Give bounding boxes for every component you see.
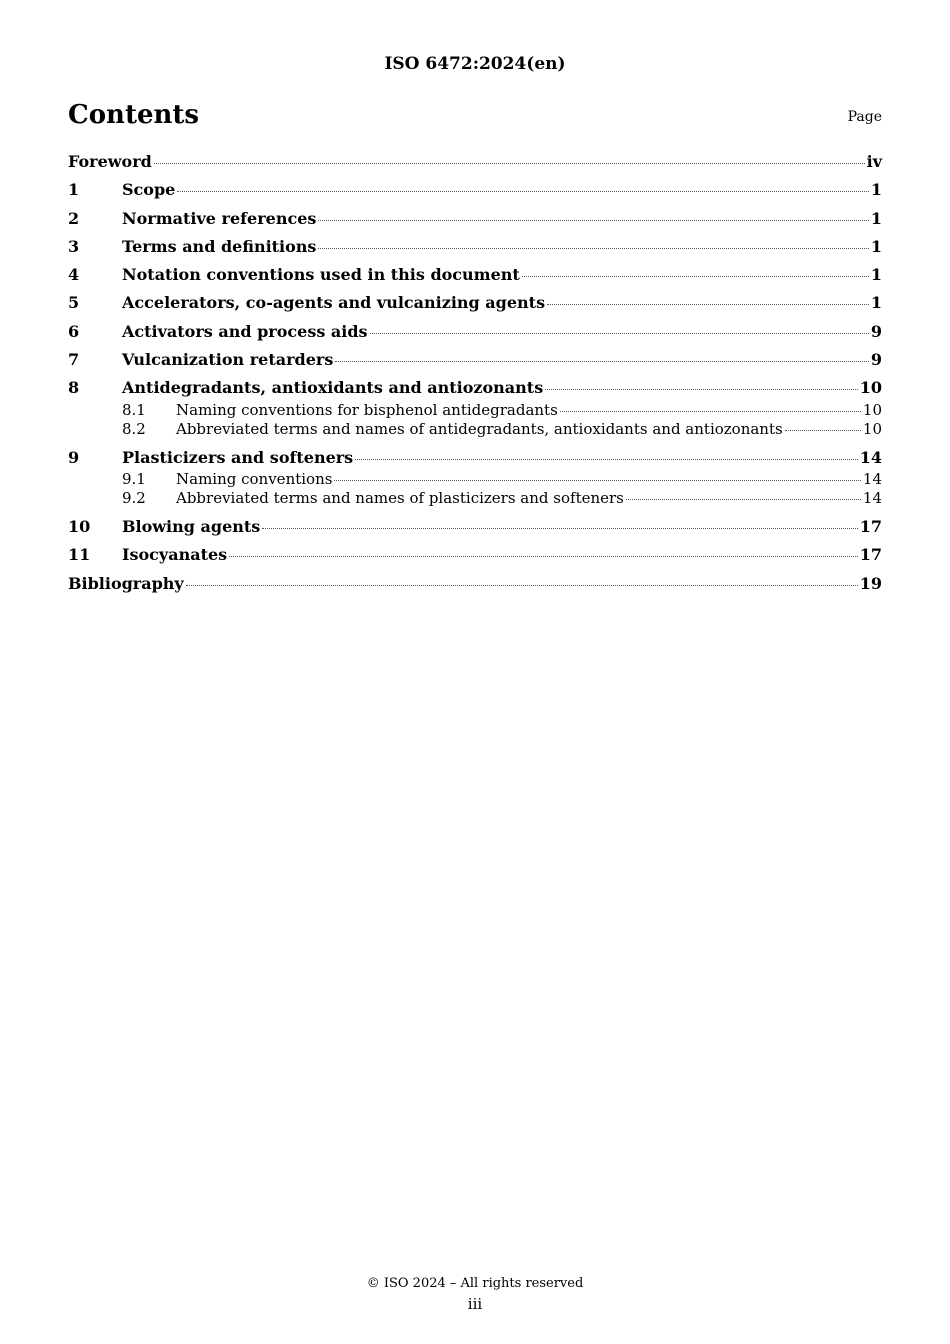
toc-leader-dots: [177, 191, 869, 192]
toc-leader-dots: [785, 430, 861, 431]
toc-entry[interactable]: [68, 322, 882, 346]
toc-subentry-number: 9.1: [122, 469, 146, 488]
toc-entry-page: 1: [870, 236, 882, 256]
contents-title-row: [68, 100, 882, 134]
toc-entry-label: Scope: [122, 180, 176, 200]
toc-entry[interactable]: [68, 574, 882, 598]
toc-entry-number: 7: [68, 350, 80, 370]
toc-entry-page: 1: [870, 293, 882, 313]
toc-subentry[interactable]: [68, 470, 882, 489]
page-footer: [0, 1276, 950, 1313]
toc-subentry-number: 8.1: [122, 400, 146, 419]
toc-entry-label: Vulcanization retarders: [122, 350, 334, 370]
toc-entry-number: 4: [68, 265, 80, 285]
page-title: Contents: [68, 100, 200, 130]
toc-subentry-page: 10: [862, 419, 882, 438]
toc-entry[interactable]: [68, 265, 882, 289]
toc-subentry[interactable]: [68, 420, 882, 439]
toc-entry-page: 19: [859, 573, 882, 593]
toc-entry-page: 17: [859, 545, 882, 565]
toc-leader-dots: [560, 411, 861, 412]
toc-entry-label: Normative references: [122, 208, 317, 228]
toc-entry-page: 17: [859, 516, 882, 536]
toc-entry-page: 9: [870, 350, 882, 370]
toc-subentry-page: 14: [862, 469, 882, 488]
toc-entry-number: 8: [68, 378, 80, 398]
page-column-label: Page: [847, 109, 882, 125]
toc-leader-dots: [545, 389, 858, 390]
toc-entry[interactable]: [68, 152, 882, 176]
toc-entry-number: 9: [68, 447, 80, 467]
toc-leader-dots: [229, 556, 858, 557]
toc-entry[interactable]: [68, 209, 882, 233]
copyright-notice: © ISO 2024 – All rights reserved: [366, 1276, 584, 1291]
toc-leader-dots: [370, 333, 869, 334]
toc-subentries: [68, 470, 882, 508]
toc-entry-label: Blowing agents: [122, 516, 261, 536]
toc-subentry-page: 14: [862, 488, 882, 507]
toc-leader-dots: [154, 163, 865, 164]
toc-leader-dots: [186, 585, 858, 586]
toc-leader-dots: [318, 220, 868, 221]
toc-subentry-number: 9.2: [122, 488, 146, 507]
toc-entry-number: 2: [68, 208, 80, 228]
toc-entry-label: Accelerators, co-agents and vulcanizing agents: [122, 293, 546, 313]
toc-subentry-label: Abbreviated terms and names of antidegradants, antioxidants and antiozonants: [176, 419, 783, 438]
toc-leader-dots: [262, 528, 857, 529]
toc-entry-label: Foreword: [68, 152, 152, 171]
toc-entry[interactable]: [68, 448, 882, 472]
toc-entry-page: 10: [859, 378, 882, 398]
toc-leader-dots: [522, 276, 869, 277]
toc-entry-page: 1: [870, 180, 882, 200]
toc-entry-page: 1: [870, 265, 882, 285]
toc-entry[interactable]: [68, 517, 882, 541]
toc-entry[interactable]: [68, 378, 882, 402]
toc-entry-number: 11: [68, 545, 91, 565]
toc-leader-dots: [355, 459, 858, 460]
toc-entry-label: Terms and definitions: [122, 236, 317, 256]
toc-subentry-label: Naming conventions: [176, 469, 333, 488]
toc-entry[interactable]: [68, 350, 882, 374]
toc-entry-number: 10: [68, 516, 91, 536]
toc-entry-label: Plasticizers and softeners: [122, 447, 354, 467]
toc-entry-number: 1: [68, 180, 80, 200]
toc-entry-label: Isocyanates: [122, 545, 228, 565]
toc-entry-page: iv: [866, 152, 882, 171]
toc-leader-dots: [335, 361, 869, 362]
toc-subentry-number: 8.2: [122, 419, 146, 438]
toc-entry[interactable]: [68, 293, 882, 317]
table-of-contents: [68, 152, 882, 602]
toc-entry[interactable]: [68, 545, 882, 569]
toc-entry[interactable]: [68, 180, 882, 204]
toc-entry-number: 6: [68, 321, 80, 341]
toc-entry-label: Bibliography: [68, 573, 184, 593]
toc-subentry-label: Naming conventions for bisphenol antidegradants: [176, 400, 558, 419]
toc-entry-number: 3: [68, 236, 80, 256]
toc-subentry-page: 10: [862, 400, 882, 419]
toc-entry-label: Notation conventions used in this document: [122, 265, 520, 285]
toc-subentry-label: Abbreviated terms and names of plasticizers and softeners: [176, 488, 624, 507]
toc-entry-label: Antidegradants, antioxidants and antiozonants: [122, 378, 544, 398]
toc-leader-dots: [318, 248, 868, 249]
document-header: ISO 6472:2024(en): [384, 54, 566, 74]
toc-entry-page: 1: [870, 208, 882, 228]
toc-subentry[interactable]: [68, 401, 882, 420]
page-number: iii: [467, 1295, 483, 1313]
toc-entry-label: Activators and process aids: [122, 321, 368, 341]
toc-leader-dots: [626, 499, 861, 500]
toc-leader-dots: [334, 480, 860, 481]
toc-subentry[interactable]: [68, 489, 882, 508]
toc-leader-dots: [547, 304, 869, 305]
toc-entry[interactable]: [68, 237, 882, 261]
toc-entry-page: 14: [859, 447, 882, 467]
toc-subentries: [68, 401, 882, 439]
toc-entry-page: 9: [870, 321, 882, 341]
toc-entry-number: 5: [68, 293, 80, 313]
